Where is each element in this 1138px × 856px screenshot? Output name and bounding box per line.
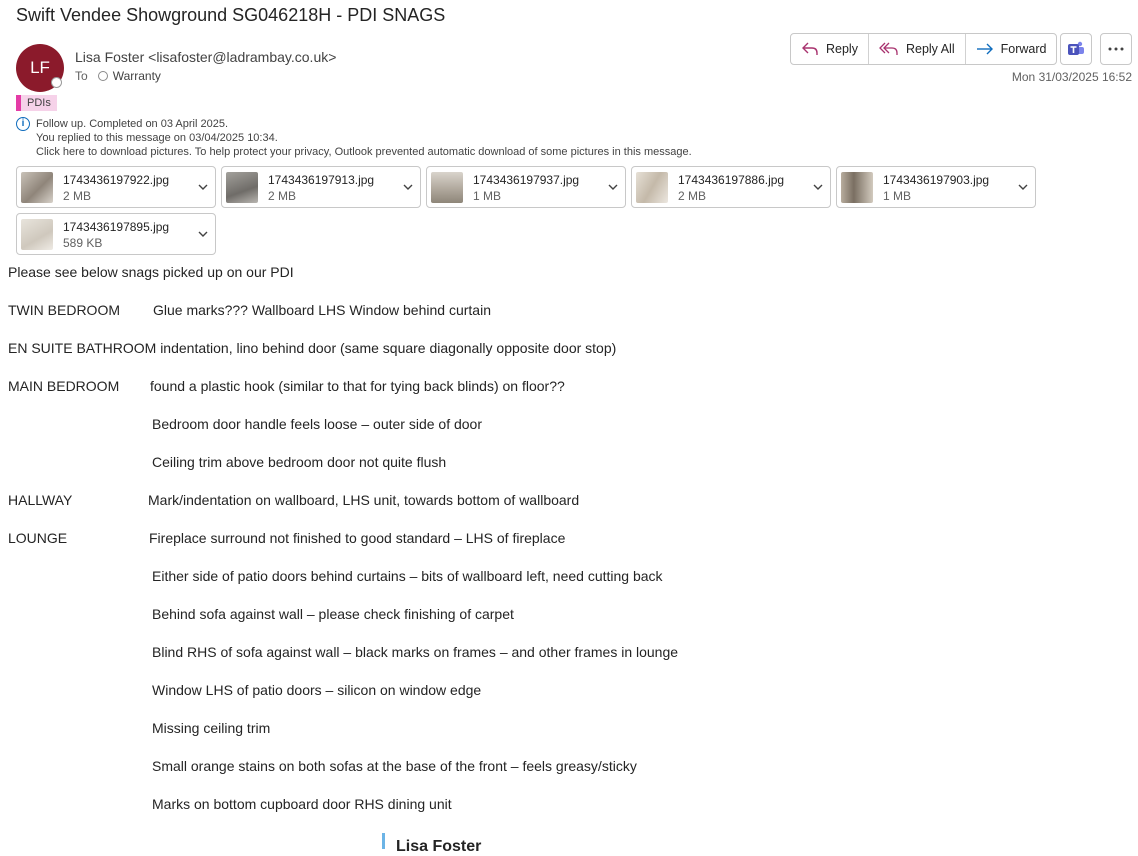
attachment-card[interactable] [221,166,421,208]
info-bar [16,117,692,159]
category-tag[interactable] [16,95,57,111]
snag-item: Ceiling trim above bedroom door not quite flush [152,454,447,470]
attachment-size: 1 MB [473,189,502,203]
follow-up-text: Follow up. Completed on 03 April 2025. [36,118,229,130]
attachment-size: 2 MB [678,189,707,203]
attachment-thumbnail [841,172,873,203]
room-label-hallway: HALLWAY [8,492,73,508]
attachment-card[interactable] [836,166,1036,208]
info-icon: i [16,117,30,131]
attachment-card[interactable] [426,166,626,208]
room-label-twin-bedroom: TWIN BEDROOM [8,302,120,318]
attachment-card[interactable] [16,166,216,208]
attachment-name: 1743436197937.jpg [473,173,580,187]
snag-item: Marks on bottom cupboard door RHS dining unit [152,796,452,812]
recipient-row [75,69,161,83]
attachment-size: 2 MB [268,189,297,203]
attachment-size: 589 KB [63,236,103,250]
room-label-lounge: LOUNGE [8,530,68,546]
email-subject: Swift Vendee Showground SG046218H - PDI SNAGS [16,5,446,25]
chevron-down-icon[interactable] [197,181,209,193]
to-label: To [75,69,88,83]
snag-item: Fireplace surround not finished to good standard – LHS of fireplace [149,530,566,546]
attachment-card[interactable] [16,213,216,255]
attachment-name: 1743436197895.jpg [63,220,170,234]
signature-accent-bar [382,833,385,849]
download-pictures-link[interactable]: Click here to download pictures. To help protect your privacy, Outlook prevented automatic download of some pictures in this message. [36,146,692,158]
forward-label: Forward [1000,42,1047,56]
attachment-thumbnail [21,172,53,203]
attachment-name: 1743436197903.jpg [883,173,990,187]
chevron-down-icon[interactable] [402,181,414,193]
teams-icon [1067,40,1085,58]
snag-item: Bedroom door handle feels loose – outer side of door [152,416,482,432]
chevron-down-icon[interactable] [812,181,824,193]
teams-chat-button[interactable] [1060,33,1092,65]
snag-item: Behind sofa against wall – please check finishing of carpet [152,606,514,622]
snag-item: Window LHS of patio doors – silicon on window edge [152,682,482,698]
reply-button[interactable] [791,34,869,64]
avatar-initials: LF [30,58,50,77]
attachment-size: 1 MB [883,189,912,203]
attachment-name: 1743436197922.jpg [63,173,170,187]
attachment-thumbnail [431,172,463,203]
snag-item: Mark/indentation on wallboard, LHS unit, towards bottom of wallboard [148,492,580,508]
body-intro: Please see below snags picked up on our PDI [8,264,294,280]
snag-item: Small orange stains on both sofas at the base of the front – feels greasy/sticky [152,758,637,774]
more-actions-button[interactable] [1100,33,1132,65]
reply-label: Reply [826,42,858,56]
signature-name: Lisa Foster [396,838,482,855]
reply-all-label: Reply All [905,42,955,56]
reply-all-button[interactable] [869,34,966,64]
snag-item-ensuite: EN SUITE BATHROOM indentation, lino behind door (same square diagonally opposite door stop) [8,340,617,356]
recipient-presence-icon [98,71,108,81]
chevron-down-icon[interactable] [1017,181,1029,193]
attachment-thumbnail [226,172,258,203]
snag-item: Either side of patio doors behind curtains – bits of wallboard left, need cutting back [152,568,663,584]
forward-icon [976,42,994,56]
attachment-thumbnail [636,172,668,203]
chevron-down-icon[interactable] [607,181,619,193]
snag-item: Missing ceiling trim [152,720,271,736]
snag-item: found a plastic hook (similar to that for tying back blinds) on floor?? [150,378,565,394]
category-label: PDIs [27,97,51,109]
recipient-name[interactable]: Warranty [112,69,161,83]
replied-text: You replied to this message on 03/04/2025 10:34. [36,132,278,144]
more-icon [1108,47,1124,51]
forward-button[interactable] [966,34,1057,64]
attachment-size: 2 MB [63,189,92,203]
snag-item: Glue marks??? Wallboard LHS Window behind curtain [153,302,491,318]
chevron-down-icon[interactable] [197,228,209,240]
presence-status-icon [51,77,62,88]
category-color-bar [16,95,21,111]
reply-icon [801,42,819,56]
attachment-thumbnail [21,219,53,250]
message-actions [790,33,1057,65]
sender-name[interactable]: Lisa Foster <lisafoster@ladrambay.co.uk> [75,49,337,65]
reply-all-icon [879,42,899,56]
attachment-name: 1743436197913.jpg [268,173,375,187]
snag-item: Blind RHS of sofa against wall – black marks on frames – and other frames in lounge [152,644,679,660]
room-label-main-bedroom: MAIN BEDROOM [8,378,120,394]
attachment-card[interactable] [631,166,831,208]
received-date: Mon 31/03/2025 16:52 [1011,70,1132,84]
attachment-name: 1743436197886.jpg [678,173,785,187]
